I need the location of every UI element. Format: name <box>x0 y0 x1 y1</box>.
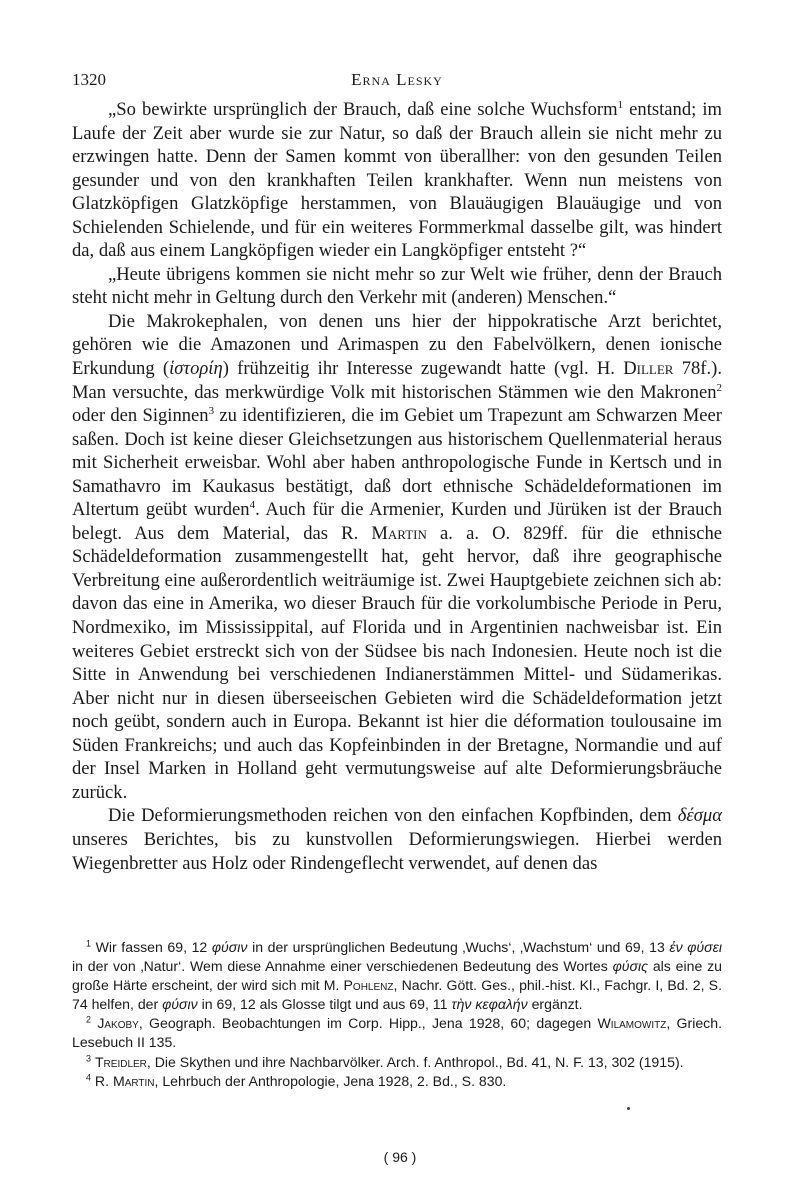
text-run: , Die Skythen und ihre Nachbarvölker. Arch. f. Anthropol., Bd. 41, N. F. 13, 302 (1915). <box>146 1053 684 1070</box>
greek-term: φύσις <box>612 958 649 975</box>
text-run: ergänzt. <box>527 996 583 1013</box>
paragraph-makrokephalen <box>72 310 722 804</box>
footnotes <box>72 938 722 1091</box>
text-run: a. a. O. 829ff. für die ethnische Schädeldeformation zusammengestellt hat, geht hervor, daß ihre geographische Verbreitung eine außerordentlich weiträumige ist. Zwei Hauptgebiete zeichnen sich ab: davon das eine in Amerika, wo dieser Brauch für die vorkolumbische Periode in Peru, Nordmexiko, im Mississippital, auf Florida und in Argentinien nachweisbar ist. Ein weiteres Gebiet erstreckt sich von der Südsee bis nach Indonesien. Heute noch ist die Sitte in Anwendung bei verschiedenen Indianerstämmen Mittel- und Südamerikas. Aber nicht nur in diesen überseeischen Gebieten wird die Schädeldeformation jetzt noch geübt, sondern auch in Europa. Bekannt ist hier die déformation toulousaine im Süden Frankreichs; und auch das Kopfeinbinden in der Bretagne, Normandie und auf der Insel Marken in Holland geht vermutungsweise auf alte Deformierungsbräuche zurück. <box>72 522 722 803</box>
author-name: Martin <box>112 1072 155 1089</box>
footnote-2 <box>72 1014 722 1052</box>
footnote-ref: 3 <box>208 404 215 417</box>
text-run: „So bewirkte ursprünglich der Brauch, daß eine solche Wuchsform <box>108 99 618 120</box>
author-name: Wilamowitz <box>597 1015 667 1032</box>
text-run: , Geograph. Beobachtungen im Corp. Hipp., Jena 1928, 60; dagegen <box>138 1015 598 1032</box>
text-run: Wir fassen 69, 12 <box>91 939 212 955</box>
footnote-ref: 1 <box>86 938 92 949</box>
text-run: Die Deformierungsmethoden reichen von den einfachen Kopfbinden, dem <box>108 805 678 827</box>
footnote-ref: 2 <box>86 1014 92 1025</box>
greek-term: τὴν κεφαλήν <box>451 996 528 1013</box>
folio: ( 96 ) <box>383 1149 417 1165</box>
text-run: , Nachr. Gött. Ges., phil.-hist. Kl., Fachgr. I, Bd. 2, S. 74 helfen, der <box>72 977 722 1013</box>
paragraph-deformierungsmethoden <box>72 804 722 875</box>
footnote-1 <box>72 938 722 1014</box>
text-run: Die Makrokephalen, von denen uns hier der hippokratische Arzt berichtet, gehören wie die Amazonen und Arimaspen zu den Fabelvölkern, denen ionische Erkundung ( <box>72 310 722 380</box>
text-run: , Griech. Lesebuch II 135. <box>72 1015 722 1051</box>
text-run: oder den Siginnen <box>72 405 209 427</box>
text-run: „Heute übrigens kommen sie nicht mehr so zur Welt wie früher, denn der Brauch steht nicht mehr in Geltung durch den Verkehr mit (anderen) Menschen.“ <box>72 263 722 309</box>
footnote-4 <box>72 1072 722 1091</box>
greek-term: φύσιν <box>211 939 248 955</box>
author-name: Martin <box>371 522 427 544</box>
footnote-ref: 1 <box>617 98 624 111</box>
running-header <box>72 70 722 92</box>
text-run: in der von ‚Natur‘. Wem diese Annahme einer verschiedenen Bedeutung des Wortes <box>72 958 613 975</box>
text-run: als eine zu große Härte erscheint, der wird sich mit M. <box>72 958 722 994</box>
paragraph-quote-1 <box>72 98 722 263</box>
body-text <box>72 98 722 875</box>
footnote-3 <box>72 1053 722 1072</box>
paragraph-quote-2 <box>72 263 722 310</box>
print-speck <box>627 1107 630 1110</box>
greek-term: φύσιν <box>162 996 198 1013</box>
page-number: 1320 <box>72 70 106 89</box>
text-run: entstand; im Laufe der Zeit aber wurde sie zur Natur, so daß der Brauch allein sie nicht mehr zu erzwingen hatte. Denn der Samen kommt von überallher: von den gesunden Teilen gesunder und von den krankhaften Teilen krankhafter. Wenn nun meistens von Glatzköpfigen Glatzköpfige herstammen, von Blauäugigen Blauäugige und von Schielenden Schielende, und für ein weiteres Formmerkmal dasselbe gilt, was hindert da, daß aus einem Langköpfigen wieder ein Langköpfiger entsteht ?“ <box>72 99 722 262</box>
footnote-ref: 2 <box>716 381 722 394</box>
text-run: 78f.). Man versuchte, das merkwürdige Volk mit historischen Stämmen wie den Makronen <box>72 358 722 403</box>
text-run: , Lehrbuch der Anthropologie, Jena 1928, 2. Bd., S. 830. <box>154 1072 507 1089</box>
author-name: Pohlenz <box>343 977 394 994</box>
greek-term: ἱστορίη <box>169 358 223 380</box>
running-head-author: Erna Lesky <box>351 70 443 89</box>
footnote-ref: 4 <box>249 499 256 512</box>
author-name: Jakoby <box>97 1015 139 1032</box>
text-run: . Auch für die Armenier, Kurden und Jürüken ist der Brauch belegt. Aus dem Material, das R. <box>72 499 723 544</box>
text-run: ) frühzeitig ihr Interesse zugewandt hatte (vgl. H. <box>222 358 624 380</box>
greek-term: δέσμα <box>677 805 722 827</box>
text-run: in 69, 12 als Glosse tilgt und aus 69, 11 <box>197 996 452 1013</box>
author-name: Treidler <box>94 1053 147 1070</box>
text-run: R. <box>91 1072 113 1089</box>
text-run: unseres Berichtes, bis zu kunstvollen Deformierungswiegen. Hierbei werden Wiegenbretter aus Holz oder Rindengeflecht verwendet, auf denen das <box>72 828 722 874</box>
greek-term: ἐν φύσει <box>669 939 722 955</box>
text-run: in der ursprünglichen Bedeutung ‚Wuchs‘, ‚Wachstum‘ und 69, 13 <box>247 939 670 955</box>
author-name: Diller <box>623 358 674 380</box>
footnote-ref: 4 <box>86 1071 92 1082</box>
text-run: zu identifizieren, die im Gebiet um Trapezunt am Schwarzen Meer saßen. Doch ist keine dieser Gleichsetzungen aus historischem Quellenmaterial heraus mit Sicherheit erweisbar. Wohl aber haben anthropologische Funde in Kertsch und in Samathavro im Kaukasus bestätigt, daß dort ethnische Schädeldeformationen im Altertum geübt wurden <box>72 405 722 521</box>
footnote-ref: 3 <box>86 1052 92 1063</box>
